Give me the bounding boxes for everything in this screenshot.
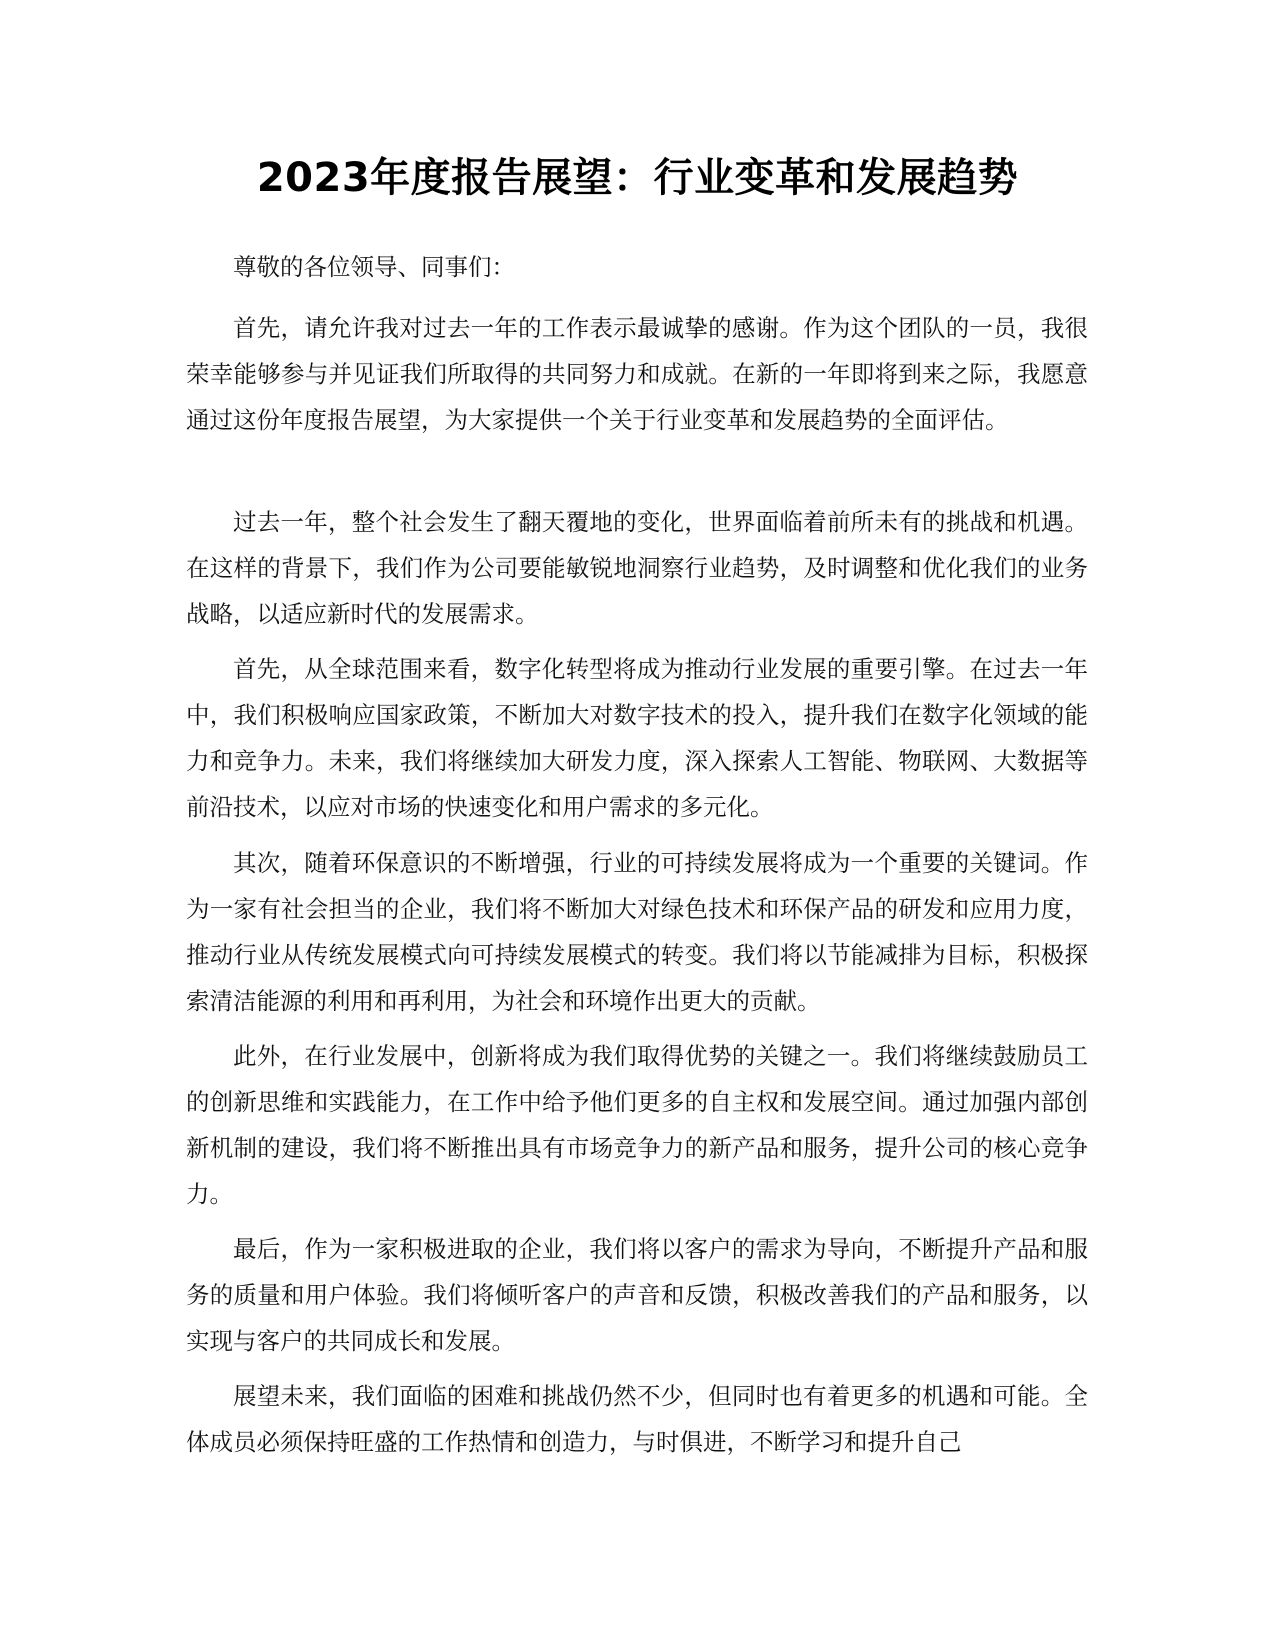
paragraph-7: 展望未来，我们面临的困难和挑战仍然不少，但同时也有着更多的机遇和可能。全体成员必须保持旺盛的工作热情和创造力，与时俱进，不断学习和提升自己 bbox=[186, 1382, 1088, 1456]
paragraph-2: 过去一年，整个社会发生了翻天覆地的变化，世界面临着前所未有的挑战和机遇。在这样的背景下，我们作为公司要能敏锐地洞察行业趋势，及时调整和优化我们的业务战略，以适应新时代的发展需求。 bbox=[186, 508, 1088, 628]
paragraph-3: 首先，从全球范围来看，数字化转型将成为推动行业发展的重要引擎。在过去一年中，我们积极响应国家政策，不断加大对数字技术的投入，提升我们在数字化领域的能力和竞争力。未来，我们将继续加大研发力度，深入探索人工智能、物联网、大数据等前沿技术，以应对市场的快速变化和用户需求的多元化。 bbox=[186, 655, 1088, 821]
paragraph-1: 首先，请允许我对过去一年的工作表示最诚挚的感谢。作为这个团队的一员，我很荣幸能够参与并见证我们所取得的共同努力和成就。在新的一年即将到来之际，我愿意通过这份年度报告展望，为大家提供一个关于行业变革和发展趋势的全面评估。 bbox=[186, 314, 1088, 434]
document-title: 2023年度报告展望：行业变革和发展趋势 bbox=[256, 155, 1019, 201]
paragraph-4: 其次，随着环保意识的不断增强，行业的可持续发展将成为一个重要的关键词。作为一家有社会担当的企业，我们将不断加大对绿色技术和环保产品的研发和应用力度，推动行业从传统发展模式向可持续发展模式的转变。我们将以节能减排为目标，积极探索清洁能源的利用和再利用，为社会和环境作出更大的贡献。 bbox=[186, 849, 1088, 1015]
salutation: 尊敬的各位领导、同事们： bbox=[233, 253, 515, 281]
paragraph-6: 最后，作为一家积极进取的企业，我们将以客户的需求为导向，不断提升产品和服务的质量和用户体验。我们将倾听客户的声音和反馈，积极改善我们的产品和服务，以实现与客户的共同成长和发展。 bbox=[186, 1235, 1088, 1355]
paragraph-5: 此外，在行业发展中，创新将成为我们取得优势的关键之一。我们将继续鼓励员工的创新思维和实践能力，在工作中给予他们更多的自主权和发展空间。通过加强内部创新机制的建设，我们将不断推出具有市场竞争力的新产品和服务，提升公司的核心竞争力。 bbox=[186, 1042, 1088, 1208]
